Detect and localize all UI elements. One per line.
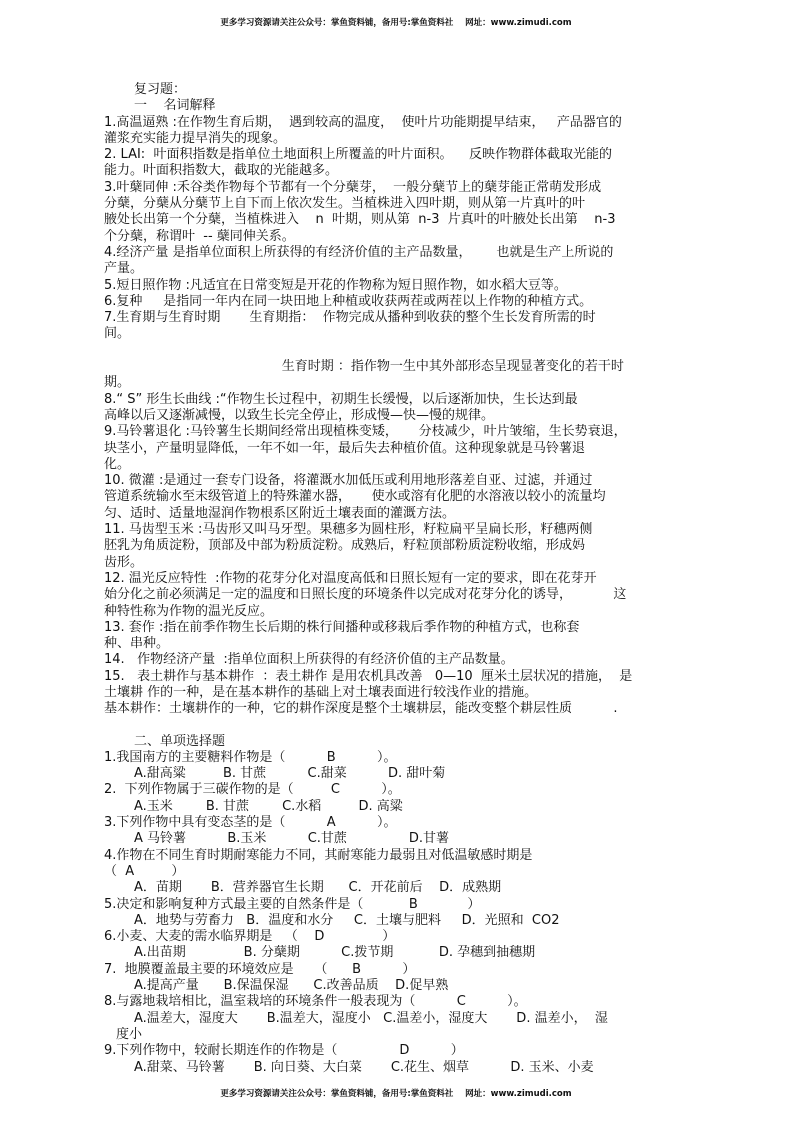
text-line: 块茎小，产量明显降低，一年不如一年，最后失去种植价值。这种现象就是马铃薯退 xyxy=(104,440,586,456)
text-line: 分蘖，分蘖从分蘖节上自下而上依次发生。当植株进入四叶期，则从第一片真叶的叶 xyxy=(104,196,586,212)
question-options: A.温差大，湿度大 B.温差大，湿度小 C.温差小，湿度大 D. 温差小， 湿 xyxy=(134,1010,608,1026)
question-options: A.提高产量 B.保温保湿 C.改善品质 D.促早熟 xyxy=(134,978,449,994)
question-options: A.甜高粱 B. 甘蔗 C.甜菜 D. 甜叶菊 xyxy=(134,766,446,782)
question-text: 3.下列作物中具有变态茎的是（ A ）。 xyxy=(104,815,397,831)
question-text: 2. 下列作物属于三碳作物的是（ C ）。 xyxy=(104,782,401,798)
section-gap xyxy=(104,718,694,734)
text-line: 个分蘖，称谓叶 -- 蘖同伸关系。 xyxy=(104,228,295,244)
text-line: 6.复种 是指同一年内在同一块田地上种植或收获两茬或两茬以上作物的种植方式。 xyxy=(104,293,593,309)
text-line: 生育时期 ：指作物一生中其外部形态呈现显著变化的若干时 xyxy=(104,359,624,375)
question-options: A．地势与劳畜力 B．温度和水分 C．土壤与肥料 D．光照和 CO2 xyxy=(134,912,560,928)
question-text: 7. 地膜覆盖最主要的环境效应是 （ B ） xyxy=(104,961,416,977)
question-text: 9.下列作物中，较耐长期连作的作物是（ D ） xyxy=(104,1043,464,1059)
text-line: 齿形。 xyxy=(104,554,144,570)
question-options-cont: 度小 xyxy=(116,1026,143,1042)
question-answer: （ A ） xyxy=(104,863,185,879)
question-options: A.甜菜、马铃薯 B. 向日葵、大白菜 C.花生、烟草 D. 玉米、小麦 xyxy=(134,1059,594,1075)
question-options: A.出苗期 B. 分蘖期 C.拨节期 D. 孕穗到抽穗期 xyxy=(134,945,536,961)
text-line: 1.高温逼熟 :在作物生育后期， 遇到较高的温度， 使叶片功能期提早结束， 产品器官的 xyxy=(104,114,622,130)
question-text: 8.与露地栽培相比，温室栽培的环境条件一般表现为（ C ）。 xyxy=(104,994,527,1010)
text-line: 土壤耕 作的一种，是在基本耕作的基础上对土壤表面进行较浅作业的措施。 xyxy=(104,684,538,700)
question-text: 4.作物在不同生育时期耐寒能力不同，其耐寒能力最弱且对低温敏感时期是 xyxy=(104,847,533,863)
question-options: A.玉米 B. 甘蔗 C.水稻 D. 高粱 xyxy=(134,798,403,814)
text-line: 9.马铃薯退化 :马铃薯生长期间经常出现植株变矮， 分枝减少，叶片皱缩，生长势衰退， xyxy=(104,424,627,440)
text-line: 7.生育期与生育时期 生育期指： 作物完成从播种到收获的整个生长发育所需的时 xyxy=(104,310,596,326)
text-line: 15. 表土耕作与基本耕作 ：表土耕作 是用农机具改善 0—10 厘米土层状况的措施， 是 xyxy=(104,668,633,684)
text-line: 胚乳为角质淀粉，顶部及中部为粉质淀粉。成熟后，籽粒顶部粉质淀粉收缩，形成妈 xyxy=(104,538,586,554)
text-line: 始分化之前必须满足一定的温度和日照长度的环境条件以完成对花芽分化的诱导， 这 xyxy=(104,587,627,603)
text-line: 间。 xyxy=(104,326,131,342)
question-text: 1.我国南方的主要糖料作物是（ B ）。 xyxy=(104,749,397,765)
text-line: 4.经济产量 是指单位面积上所获得的有经济价值的主产品数量， 也就是生产上所说的 xyxy=(104,244,614,260)
text-line: 12. 温光反应特性 :作物的花芽分化对温度高低和日照长短有一定的要求，即在花芽开 xyxy=(104,570,597,586)
section1-heading: 一 名词解释 xyxy=(134,98,216,114)
page-header: 更多学习资源请关注公众号：掌鱼资料铺，备用号:掌鱼资料社 网址：www.zimudi.com xyxy=(220,18,572,28)
text-line: 14. 作物经济产量 :指单位面积上所获得的有经济价值的主产品数量。 xyxy=(104,652,514,668)
doc-title: 复习题： xyxy=(134,82,187,97)
text-line: 13. 套作 :指在前季作物生长后期的株行间播种或移栽后季作物的种植方式，也称套 xyxy=(104,619,580,635)
text-line: 3.叶蘖同伸 :禾谷类作物每个节都有一个分蘖芽， 一般分蘖节上的蘖芽能正常萌发形成 xyxy=(104,179,602,195)
question-text: 6.小麦、大麦的需水临界期是 （ D ） xyxy=(104,929,396,945)
text-line: 高峰以后又逐渐减慢，以致生长完全停止，形成慢—快—慢的规律。 xyxy=(104,407,495,423)
text-line: 能力。叶面积指数大，截取的光能越多。 xyxy=(104,163,339,179)
section2-heading: 二、单项选择题 xyxy=(134,733,226,749)
text-line: 11. 马齿型玉米 :马齿形又叫马牙型。果穗多为圆柱形，籽粒扁平呈扁长形，籽穗两侧 xyxy=(104,522,593,538)
text-line: 5.短日照作物 :凡适宜在日常变短是开花的作物称为短日照作物，如水稻大豆等。 xyxy=(104,277,567,293)
text-line: 匀、适时、适量地湿润作物根系区附近土壤表面的灌溉方法。 xyxy=(104,505,456,521)
text-line: 产量。 xyxy=(104,261,144,277)
text-line: 10. 微灌 :是通过一套专门设备，将灌溉水加低压或利用地形落差自亚、过滤，并通过 xyxy=(104,473,593,489)
text-line: 管道系统输水至末级管道上的特殊灌水器， 使水或溶有化肥的水溶液以较小的流量均 xyxy=(104,489,606,505)
text-line: 期。 xyxy=(104,375,131,391)
text-line: 种特性称为作物的温光反应。 xyxy=(104,603,274,619)
text-line: 种、串种。 xyxy=(104,636,170,652)
page-footer: 更多学习资源请关注公众号：掌鱼资料铺，备用号:掌鱼资料社 网址：www.zimudi.com xyxy=(220,1089,572,1099)
text-line: 8.“ S” 形生长曲线 :“作物生长过程中，初期生长缓慢，以后逐渐加快，生长达到最 xyxy=(104,391,578,407)
section2-questions xyxy=(104,750,694,1076)
text-line: 化。 xyxy=(104,456,131,472)
question-options: A．苗期 B．营养器官生长期 C．开花前后 D．成熟期 xyxy=(134,880,502,896)
text-line: 基本耕作：土壤耕作的一种，它的耕作深度是整个土壤耕层，能改变整个耕层性质 . xyxy=(104,701,618,717)
section1-lines xyxy=(104,115,694,718)
text-line: 2. LAI: 叶面积指数是指单位土地面积上所覆盖的叶片面积。 反映作物群体截取光能的 xyxy=(104,147,612,163)
text-line xyxy=(104,343,694,359)
document-body xyxy=(104,82,694,1076)
text-line: 腋处长出第一个分蘖，当植株进入 n 叶期，则从第 n-3 片真叶的叶腋处长出第 n-3 xyxy=(104,212,616,228)
question-text: 5.决定和影响复种方式最主要的自然条件是（ B ） xyxy=(104,896,481,912)
text-line: 灌浆充实能力提早消失的现象。 xyxy=(104,130,287,146)
question-options: A 马铃薯 B.玉米 C.甘蔗 D.甘薯 xyxy=(134,831,450,847)
